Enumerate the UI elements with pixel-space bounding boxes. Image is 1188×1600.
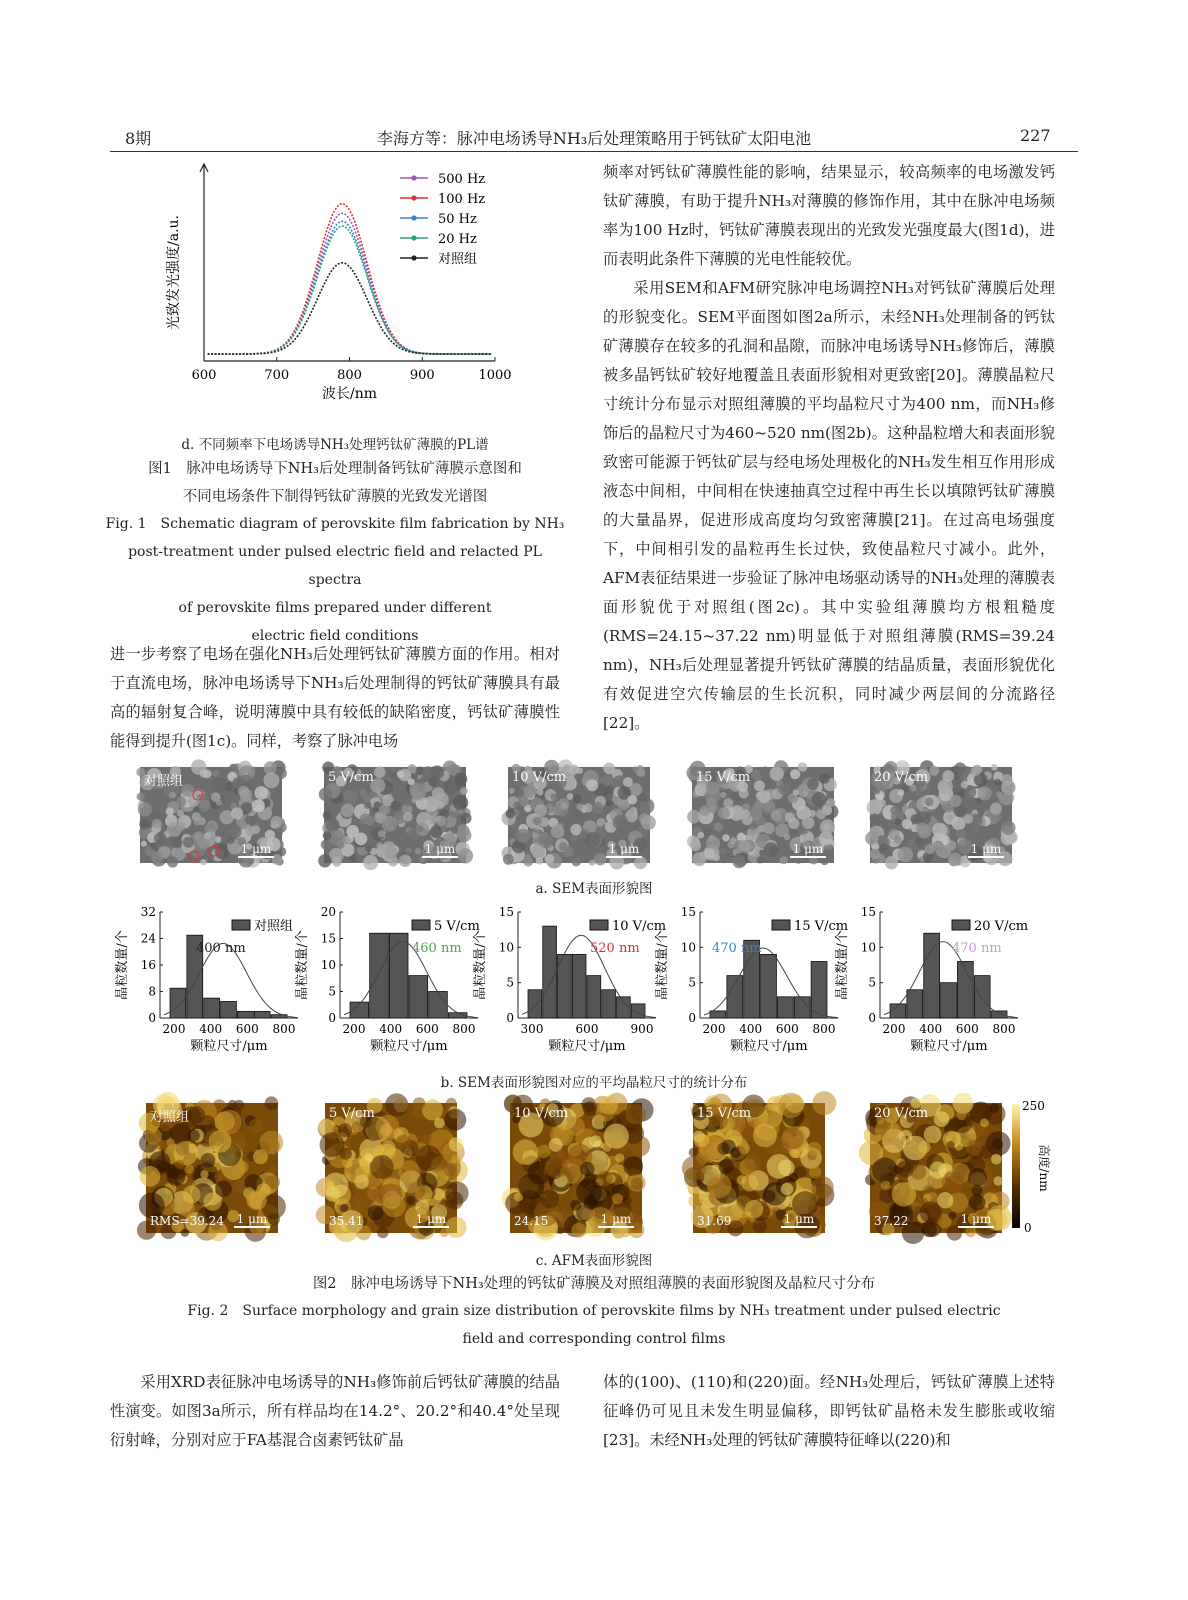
legend-label: 15 V/cm xyxy=(794,919,849,934)
x-tick-label: 200 xyxy=(882,1022,906,1036)
histogram xyxy=(832,902,1029,1054)
left-column-text xyxy=(110,640,560,756)
afm-image xyxy=(870,1103,1002,1233)
y-tick-label: 0 xyxy=(688,1011,696,1025)
x-tick-label: 600 xyxy=(235,1022,259,1036)
x-axis-label: 颗粒尺寸/μm xyxy=(910,1039,988,1054)
x-tick-label: 800 xyxy=(452,1022,476,1036)
x-tick-label: 700 xyxy=(264,368,290,383)
sem-image xyxy=(140,767,282,863)
page-number: 227 xyxy=(1020,126,1051,145)
histogram-bar xyxy=(761,954,777,1018)
scale-bar: 1 μm xyxy=(790,842,826,858)
x-axis-label: 颗粒尺寸/μm xyxy=(730,1039,808,1054)
pl-spectra-chart xyxy=(160,158,540,430)
y-tick-label: 15 xyxy=(320,931,336,946)
sem-label: 10 V/cm xyxy=(512,770,567,785)
legend-label: 5 V/cm xyxy=(434,919,480,934)
sem-label: 15 V/cm xyxy=(696,770,751,785)
histogram-bar xyxy=(409,976,428,1018)
y-tick-label: 5 xyxy=(688,975,696,990)
mean-size-label: 400 nm xyxy=(196,941,246,956)
mean-size-label: 470 nm xyxy=(712,941,762,956)
sem-label: 对照组 xyxy=(144,774,184,789)
sem-label: 20 V/cm xyxy=(874,770,929,785)
bottom-right-text xyxy=(603,1368,1055,1455)
histogram-bar xyxy=(602,990,616,1018)
scale-bar: 1 μm xyxy=(781,1212,817,1228)
legend-marker xyxy=(411,215,416,220)
x-tick-label: 600 xyxy=(775,1022,799,1036)
histogram-bar xyxy=(617,997,631,1018)
x-tick-label: 900 xyxy=(630,1022,654,1036)
histogram-bar xyxy=(370,933,389,1018)
x-tick-label: 800 xyxy=(272,1022,296,1036)
x-tick-label: 400 xyxy=(379,1022,403,1036)
legend-marker xyxy=(411,235,416,240)
legend-swatch xyxy=(590,920,608,930)
fig1-subcaption-d: d. 不同频率下电场诱导NH₃处理钙钛矿薄膜的PL谱 xyxy=(181,437,489,453)
rms-value: 35.41 xyxy=(329,1214,364,1228)
y-tick-label: 8 xyxy=(148,984,156,999)
x-axis-label: 颗粒尺寸/μm xyxy=(370,1039,448,1054)
histogram-bar xyxy=(727,976,743,1018)
histogram xyxy=(112,902,302,1052)
x-tick-label: 600 xyxy=(191,368,217,383)
scale-bar: 1 μm xyxy=(606,842,642,858)
scale-bar: 1 μm xyxy=(968,842,1004,858)
x-axis-label: 颗粒尺寸/μm xyxy=(548,1039,626,1054)
histogram-bar xyxy=(991,1011,1007,1018)
x-tick-label: 900 xyxy=(409,368,435,383)
fig2-subcaption-c: c. AFM表面形貌图 xyxy=(535,1253,653,1269)
histogram-bar xyxy=(572,954,586,1018)
histogram-bar xyxy=(254,1011,270,1018)
x-tick-label: 400 xyxy=(739,1022,763,1036)
legend-marker xyxy=(411,175,416,180)
y-tick-label: 10 xyxy=(320,958,336,972)
x-tick-label: 1000 xyxy=(478,368,512,383)
x-tick-label: 200 xyxy=(342,1022,366,1036)
sem-image xyxy=(508,767,650,863)
histogram-bar xyxy=(528,990,542,1018)
rms-value: RMS=39.24 xyxy=(150,1214,224,1228)
x-tick-label: 200 xyxy=(702,1022,726,1036)
fig2-subcaption-b: b. SEM表面形貌图对应的平均晶粒尺寸的统计分布 xyxy=(440,1075,748,1091)
x-tick-label: 600 xyxy=(575,1022,599,1036)
afm-label: 5 V/cm xyxy=(329,1106,375,1121)
x-tick-label: 400 xyxy=(919,1022,943,1036)
running-title: 李海方等：脉冲电场诱导NH₃后处理策略用于钙钛矿太阳电池 xyxy=(376,129,812,148)
histogram xyxy=(292,902,482,1052)
sem-image xyxy=(870,767,1012,863)
scale-bar: 1 μm xyxy=(238,842,274,858)
sem-image xyxy=(324,767,466,863)
fig2-caption-cn: 图2 脉冲电场诱导下NH₃处理的钙钛矿薄膜及对照组薄膜的表面形貌图及晶粒尺寸分布 xyxy=(312,1276,876,1292)
y-axis-label: 晶粒数量/个 xyxy=(835,930,850,1000)
fig1-caption-cn: 图1 脉冲电场诱导下NH₃后处理制备钙钛矿薄膜示意图和 不同电场条件下制得钙钛矿薄膜的光致发光谱图 xyxy=(148,461,522,505)
y-tick-label: 10 xyxy=(498,940,514,955)
histogram-bar xyxy=(429,992,448,1019)
y-tick-label: 5 xyxy=(868,975,876,990)
x-tick-label: 600 xyxy=(415,1022,439,1036)
histogram-bar xyxy=(389,933,408,1018)
mean-size-label: 520 nm xyxy=(590,941,640,956)
x-tick-label: 800 xyxy=(812,1022,836,1036)
mean-size-label: 470 nm xyxy=(952,941,1002,956)
y-tick-label: 0 xyxy=(328,1011,336,1025)
rms-value: 37.22 xyxy=(874,1214,909,1228)
scale-bar: 1 μm xyxy=(598,1212,634,1228)
legend-label: 500 Hz xyxy=(438,172,486,187)
scale-bar: 1 μm xyxy=(413,1212,449,1228)
colorbar-max: 250 xyxy=(1022,1099,1045,1113)
scale-bar: 1 μm xyxy=(422,842,458,858)
paragraph: 体的(100)、(110)和(220)面。经NH₃处理后，钙钛矿薄膜上述特征峰仍可见且未发生明显偏移，即钙钛矿晶格未发生膨胀或收缩[23]。未经NH₃处理的钙钛矿薄膜特征峰以(220)和 xyxy=(603,1373,1055,1449)
mean-size-label: 460 nm xyxy=(412,941,462,956)
y-tick-label: 0 xyxy=(868,1011,876,1025)
y-tick-label: 5 xyxy=(506,975,514,990)
histogram xyxy=(652,902,849,1054)
afm-image xyxy=(510,1103,642,1233)
x-tick-label: 800 xyxy=(992,1022,1016,1036)
legend-label: 10 V/cm xyxy=(612,919,667,934)
afm-label: 15 V/cm xyxy=(697,1106,752,1121)
paragraph: 采用SEM和AFM研究脉冲电场调控NH₃对钙钛矿薄膜后处理的形貌变化。SEM平面图如图2a所示，未经NH₃处理制备的钙钛矿薄膜存在较多的孔洞和晶隙，而脉冲电场诱导NH₃修饰后，薄膜被多晶钙钛矿较好地覆盖且表面形貌相对更致密[20]。薄膜晶粒尺寸统计分布显示对照组薄膜的平均晶粒尺寸为400 nm，而NH₃修饰后的晶粒尺寸为460~520 nm(图2b)。这种晶粒增大和表面形貌致密可能源于钙钛矿层与经电场处理极化的NH₃发生相互作用形成液态中间相，中间相在快速抽真空过程中再生长以填隙钙钛矿薄膜的大量晶界，促进形成高度均匀致密薄膜[21]。在过高电场强度下，中间相引发的晶粒再生长过快，致使晶粒尺寸减小。此外，AFM表征结果进一步验证了脉冲电场驱动诱导的NH₃处理的薄膜表面形貌优于对照组(图2c)。其中实验组薄膜均方根粗糙度(RMS=24.15~37.22 nm)明显低于对照组薄膜(RMS=39.24 nm)，NH₃后处理显著提升钙钛矿薄膜的结晶质量，表面形貌优化有效促进空穴传输层的生长沉积，同时减少两层间的分流路径[22]。 xyxy=(603,279,1055,732)
legend-label: 100 Hz xyxy=(438,192,486,207)
legend-marker xyxy=(411,255,416,260)
y-tick-label: 32 xyxy=(140,905,156,919)
bottom-left-text xyxy=(110,1368,560,1455)
sem-image xyxy=(692,767,834,863)
histogram-bar xyxy=(221,1001,237,1018)
afm-label: 10 V/cm xyxy=(514,1106,569,1121)
histogram-bar xyxy=(204,998,220,1018)
afm-colorbar xyxy=(1010,1098,1070,1238)
colorbar-label: 高度/nm xyxy=(1037,1144,1051,1192)
y-axis-label: 晶粒数量/个 xyxy=(295,930,310,1000)
y-tick-label: 24 xyxy=(140,931,156,946)
histogram-bar xyxy=(907,990,923,1018)
y-tick-label: 10 xyxy=(860,940,876,955)
x-axis-label: 颗粒尺寸/μm xyxy=(190,1039,268,1054)
paragraph: 进一步考察了电场在强化NH₃后处理钙钛矿薄膜方面的作用。相对于直流电场，脉冲电场诱导下NH₃后处理制得的钙钛矿薄膜具有最高的辐射复合峰，说明薄膜中具有较低的缺陷密度，钙钛矿薄膜性能得到提升(图1c)。同样，考察了脉冲电场 xyxy=(110,645,560,750)
x-tick-label: 300 xyxy=(520,1022,544,1036)
rms-value: 31.69 xyxy=(697,1214,732,1228)
y-axis-label: 晶粒数量/个 xyxy=(473,930,488,1000)
scale-bar: 1 μm xyxy=(234,1212,270,1228)
x-tick-label: 200 xyxy=(162,1022,186,1036)
legend-label: 对照组 xyxy=(254,919,294,934)
legend-label: 20 V/cm xyxy=(974,919,1029,934)
x-tick-label: 400 xyxy=(199,1022,223,1036)
colorbar-min: 0 xyxy=(1024,1221,1032,1235)
histogram-bar xyxy=(237,1011,253,1018)
y-axis-label: 晶粒数量/个 xyxy=(115,930,130,1000)
histogram-bar xyxy=(543,926,557,1018)
histogram-bar xyxy=(710,1011,726,1018)
legend-swatch xyxy=(772,920,790,930)
legend-label: 对照组 xyxy=(438,252,478,267)
y-axis-label: 光致发光强度/a.u. xyxy=(166,215,182,330)
histogram-bar xyxy=(777,997,793,1018)
histogram-bar xyxy=(924,933,940,1018)
sem-label: 5 V/cm xyxy=(328,770,374,785)
x-axis-label: 波长/nm xyxy=(321,386,378,402)
afm-image xyxy=(325,1103,457,1233)
legend-marker xyxy=(411,195,416,200)
issue-number: 8期 xyxy=(125,129,152,148)
y-tick-label: 16 xyxy=(140,958,156,972)
afm-image xyxy=(146,1103,278,1233)
y-tick-label: 15 xyxy=(860,905,876,919)
histogram-bar xyxy=(587,976,601,1018)
x-tick-label: 800 xyxy=(337,368,362,383)
legend-label: 50 Hz xyxy=(438,212,477,227)
header-rule xyxy=(110,151,1078,152)
histogram-bar xyxy=(811,961,827,1018)
y-tick-label: 20 xyxy=(320,905,336,919)
scale-bar: 1 μm xyxy=(958,1212,994,1228)
histogram xyxy=(470,902,667,1054)
y-tick-label: 15 xyxy=(680,905,696,919)
paragraph: 频率对钙钛矿薄膜性能的影响，结果显示，较高频率的电场激发钙钛矿薄膜，有助于提升NH₃对薄膜的修饰作用，其中在脉冲电场频率为100 Hz时，钙钛矿薄膜表现出的光致发光强度最大(图1d)，进而表明此条件下薄膜的光电性能较优。 xyxy=(603,163,1055,268)
afm-label: 20 V/cm xyxy=(874,1106,929,1121)
y-tick-label: 0 xyxy=(148,1011,156,1025)
rms-value: 24.15 xyxy=(514,1214,549,1228)
legend-label: 20 Hz xyxy=(438,232,477,247)
afm-label: 对照组 xyxy=(150,1110,190,1125)
y-axis-label: 晶粒数量/个 xyxy=(655,930,670,1000)
y-tick-label: 5 xyxy=(328,984,336,999)
fig2-subcaption-a: a. SEM表面形貌图 xyxy=(535,881,653,897)
y-tick-label: 0 xyxy=(506,1011,514,1025)
fig1-caption-en: Fig. 1 Schematic diagram of perovskite film fabrication by NH₃ post-treatment under pulsed electric field and relacted PL spectra of perovskite films prepared under different electric field conditions xyxy=(105,516,565,644)
series-line xyxy=(208,263,492,354)
paragraph: 采用XRD表征脉冲电场诱导的NH₃修饰前后钙钛矿薄膜的结晶性演变。如图3a所示，所有样品均在14.2°、20.2°和40.4°处呈现衍射峰，分别对应于FA基混合卤素钙钛矿晶 xyxy=(110,1373,560,1449)
y-tick-label: 15 xyxy=(498,905,514,919)
x-tick-label: 600 xyxy=(955,1022,979,1036)
legend-swatch xyxy=(232,920,250,930)
histogram-bar xyxy=(941,983,957,1018)
right-column-text xyxy=(603,158,1055,738)
histogram-bar xyxy=(974,976,990,1018)
legend-swatch xyxy=(952,920,970,930)
histogram-bar xyxy=(170,988,186,1018)
legend-swatch xyxy=(412,920,430,930)
afm-image xyxy=(693,1103,825,1233)
y-tick-label: 10 xyxy=(680,940,696,955)
fig2-caption-en: Fig. 2 Surface morphology and grain size distribution of perovskite films by NH₃ treatment under pulsed electric field and corresponding control films xyxy=(187,1303,1001,1347)
